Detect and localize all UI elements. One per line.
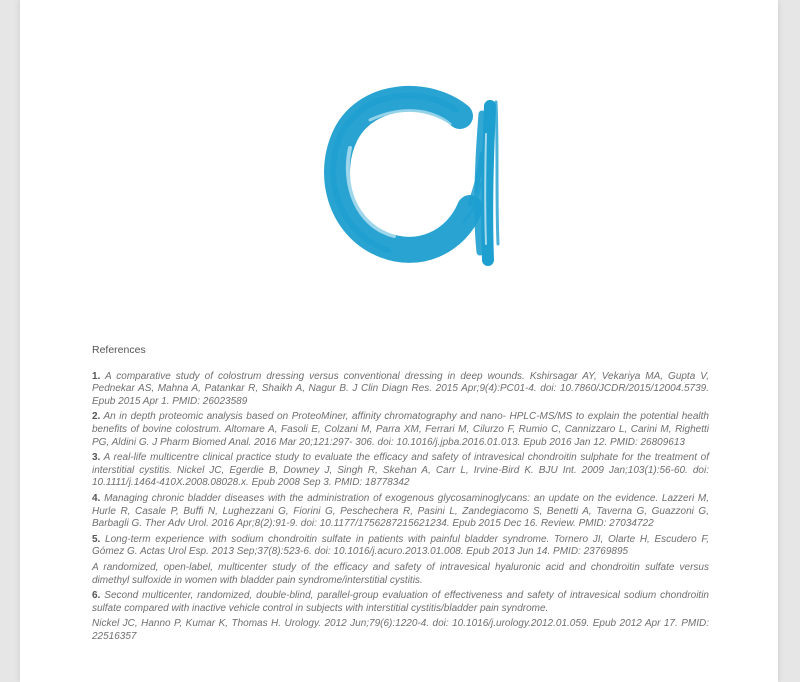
references-heading: References bbox=[92, 344, 146, 356]
reference-text: An in depth proteomic analysis based on ProteoMiner, affinity chromatography and nano- HPLC-MS/MS to explain the potential health benefits of bovine colostrum. Altomare A, Fasoli E, Colzani M, Parra XM, Ferrari M, Cilurzo F, Rumio C, Cannizzaro L, Carini M, Righetti PG, Aldini G. J Pharm Biomed Anal. 2016 Mar 20;121:297- 306. doi: 10.1016/j.jpba.2016.01.013. Epub 2016 Jan 12. PMID: 26809613 bbox=[92, 411, 709, 448]
reference-item-2 bbox=[92, 411, 709, 449]
reference-number: 4. bbox=[92, 492, 101, 504]
reference-text: Long-term experience with sodium chondroitin sulfate in patients with painful bladder syndrome. Tornero JI, Olarte H, Escudero F, Gómez G. Actas Urol Esp. 2013 Sep;37(8):523-6. doi: 10.1016/j.acuro.2013.01.008. Epub 2013 Jun 14. PMID: 23769895 bbox=[92, 533, 710, 558]
reference-number: 6. bbox=[92, 590, 101, 602]
reference-item-1 bbox=[92, 371, 709, 409]
reference-text: A real-life multicentre clinical practice study to evaluate the efficacy and safety of intravesical chondroitin sulphate for the treatment of interstitial cystitis. Nickel JC, Egerdie B, Downey J, Singh R, Skehan A, Carr L, Irvine-Bird K. BJU Int. 2009 Jan;103(1):56-60. doi: 10.1111/j.1464-410X.2008.08028.x. Epub 2008 Sep 3. PMID: 18778342 bbox=[92, 452, 709, 489]
reference-text: Second multicenter, randomized, double-blind, parallel-group evaluation of effectiveness and safety of intravesical sodium chondroitin sulfate compared with inactive vehicle control in subjects with interstitial cystitis/bladder pain syndrome. bbox=[92, 590, 709, 614]
reference-item-6 bbox=[92, 590, 709, 615]
reference-item-3 bbox=[92, 452, 709, 490]
reference-number: 1. bbox=[92, 370, 101, 382]
document-page bbox=[20, 0, 778, 682]
reference-number: 2. bbox=[92, 411, 101, 423]
reference-item-5-related: A randomized, open-label, multicenter study of the efficacy and safety of intravesical hyaluronic acid and chondroitin sulfate versus dimethyl sulfoxide in women with bladder pain syndrome/interstitial cystitis. bbox=[92, 561, 709, 586]
reference-text: Managing chronic bladder diseases with the administration of exogenous glycosaminoglycans: an update on the evidence. Lazzeri M, Hurle R, Casale P, Buffi N, Lughezzani G, Fiorini G, Peschechera R, Pasini L, Zandegiacomo S, Benetti A, Taverna G, Guazzoni G, Barbagli G. Ther Adv Urol. 2016 Apr;8(2):91-9. doi: 10.1177/1756287215621234. Epub 2015 Dec 16. Review. PMID: 27034722 bbox=[92, 492, 710, 530]
brush-stroke-letter-a-logo bbox=[310, 84, 510, 274]
reference-text: A comparative study of colostrum dressing versus conventional dressing in deep wounds. Kshirsagar AY, Vekariya MA, Gupta V, Pednekar AS, Mahna A, Patankar R, Shaikh A, Nagur B. J Clin Diagn Res. 2015 Apr;9(4):PC01-4. doi: 10.7860/JCDR/2015/12004.5739. Epub 2015 Apr 1. PMID: 26023589 bbox=[92, 370, 709, 407]
reference-item-5 bbox=[92, 534, 709, 559]
reference-item-6-citation: Nickel JC, Hanno P, Kumar K, Thomas H. Urology. 2012 Jun;79(6):1220-4. doi: 10.1016/j.urology.2012.01.059. Epub 2012 Apr 17. PMID: 22516357 bbox=[92, 618, 709, 642]
references-section bbox=[92, 344, 709, 646]
reference-number: 3. bbox=[92, 452, 101, 464]
reference-item-4 bbox=[92, 493, 709, 531]
reference-number: 5. bbox=[92, 533, 101, 545]
